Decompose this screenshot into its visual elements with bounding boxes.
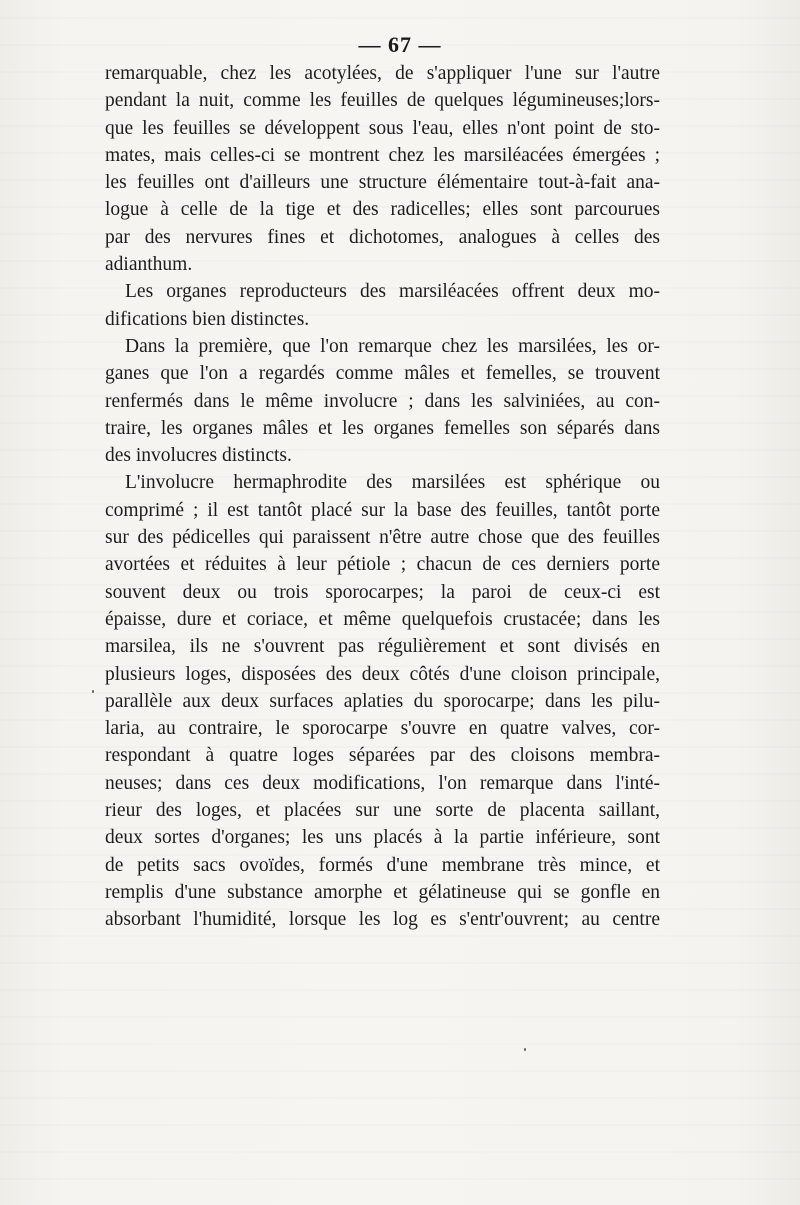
text-line: respondant à quatre loges séparées par des cloisons membra-	[105, 745, 660, 767]
text-line: rieur des loges, et placées sur une sorte de placenta saillant,	[105, 800, 660, 822]
text-line: absorbant l'humidité, lorsque les log es s'entr'ouvrent; au centre	[105, 909, 660, 931]
text-line: ganes que l'on a regardés comme mâles et femelles, se trouvent	[105, 363, 660, 385]
text-line: des involucres distincts.	[105, 445, 292, 467]
text-line: plusieurs loges, disposées des deux côtés d'une cloison principale,	[105, 663, 660, 685]
text-line: laria, au contraire, le sporocarpe s'ouvre en quatre valves, cor-	[105, 718, 660, 740]
text-line: avortées et réduites à leur pétiole ; chacun de ces derniers porte	[105, 554, 660, 576]
text-line: renfermés dans le même involucre ; dans les salviniées, au con-	[105, 390, 660, 412]
text-line: logue à celle de la tige et des radicelles; elles sont parcourues	[105, 199, 660, 221]
text-line: parallèle aux deux surfaces aplaties du sporocarpe; dans les pilu-	[105, 690, 660, 712]
body-text	[105, 60, 660, 934]
text-line: de petits sacs ovoïdes, formés d'une membrane très mince, et	[105, 854, 660, 876]
text-line: L'involucre hermaphrodite des marsilées est sphérique ou	[125, 472, 660, 494]
text-line: deux sortes d'organes; les uns placés à la partie inférieure, sont	[105, 827, 660, 849]
text-line: mates, mais celles-ci se montrent chez les marsiléacées émergées ;	[105, 144, 660, 166]
text-line: sur des pédicelles qui paraissent n'être autre chose que des feuilles	[105, 527, 660, 549]
text-line: neuses; dans ces deux modifications, l'on remarque dans l'inté-	[105, 772, 660, 794]
text-line: Dans la première, que l'on remarque chez les marsilées, les or-	[125, 335, 660, 357]
text-line: remplis d'une substance amorphe et gélatineuse qui se gonfle en	[105, 881, 660, 903]
text-line: remarquable, chez les acotylées, de s'appliquer l'une sur l'autre	[105, 63, 660, 84]
text-line: traire, les organes mâles et les organes femelles son séparés dans	[105, 417, 660, 439]
text-line: Les organes reproducteurs des marsiléacées offrent deux mo-	[125, 281, 660, 303]
text-line: souvent deux ou trois sporocarpes; la paroi de ceux-ci est	[105, 581, 660, 603]
paper-speck	[92, 690, 94, 693]
text-line: difications bien distinctes.	[105, 308, 310, 330]
text-line: que les feuilles se développent sous l'eau, elles n'ont point de sto-	[105, 117, 660, 139]
text-line: adianthum.	[105, 254, 193, 276]
text-line: pendant la nuit, comme les feuilles de quelques légumineuses;lors-	[105, 90, 660, 112]
page-number: — 67 —	[358, 32, 442, 57]
text-line: les feuilles ont d'ailleurs une structure élémentaire tout-à-fait ana-	[105, 172, 660, 194]
text-line: comprimé ; il est tantôt placé sur la base des feuilles, tantôt porte	[105, 499, 660, 521]
text-line: par des nervures fines et dichotomes, analogues à celles des	[105, 226, 660, 248]
text-line: épaisse, dure et coriace, et même quelquefois crustacée; dans les	[105, 608, 660, 630]
paper-speck	[524, 1048, 526, 1051]
text-line: marsilea, ils ne s'ouvrent pas régulièrement et sont divisés en	[105, 636, 660, 658]
